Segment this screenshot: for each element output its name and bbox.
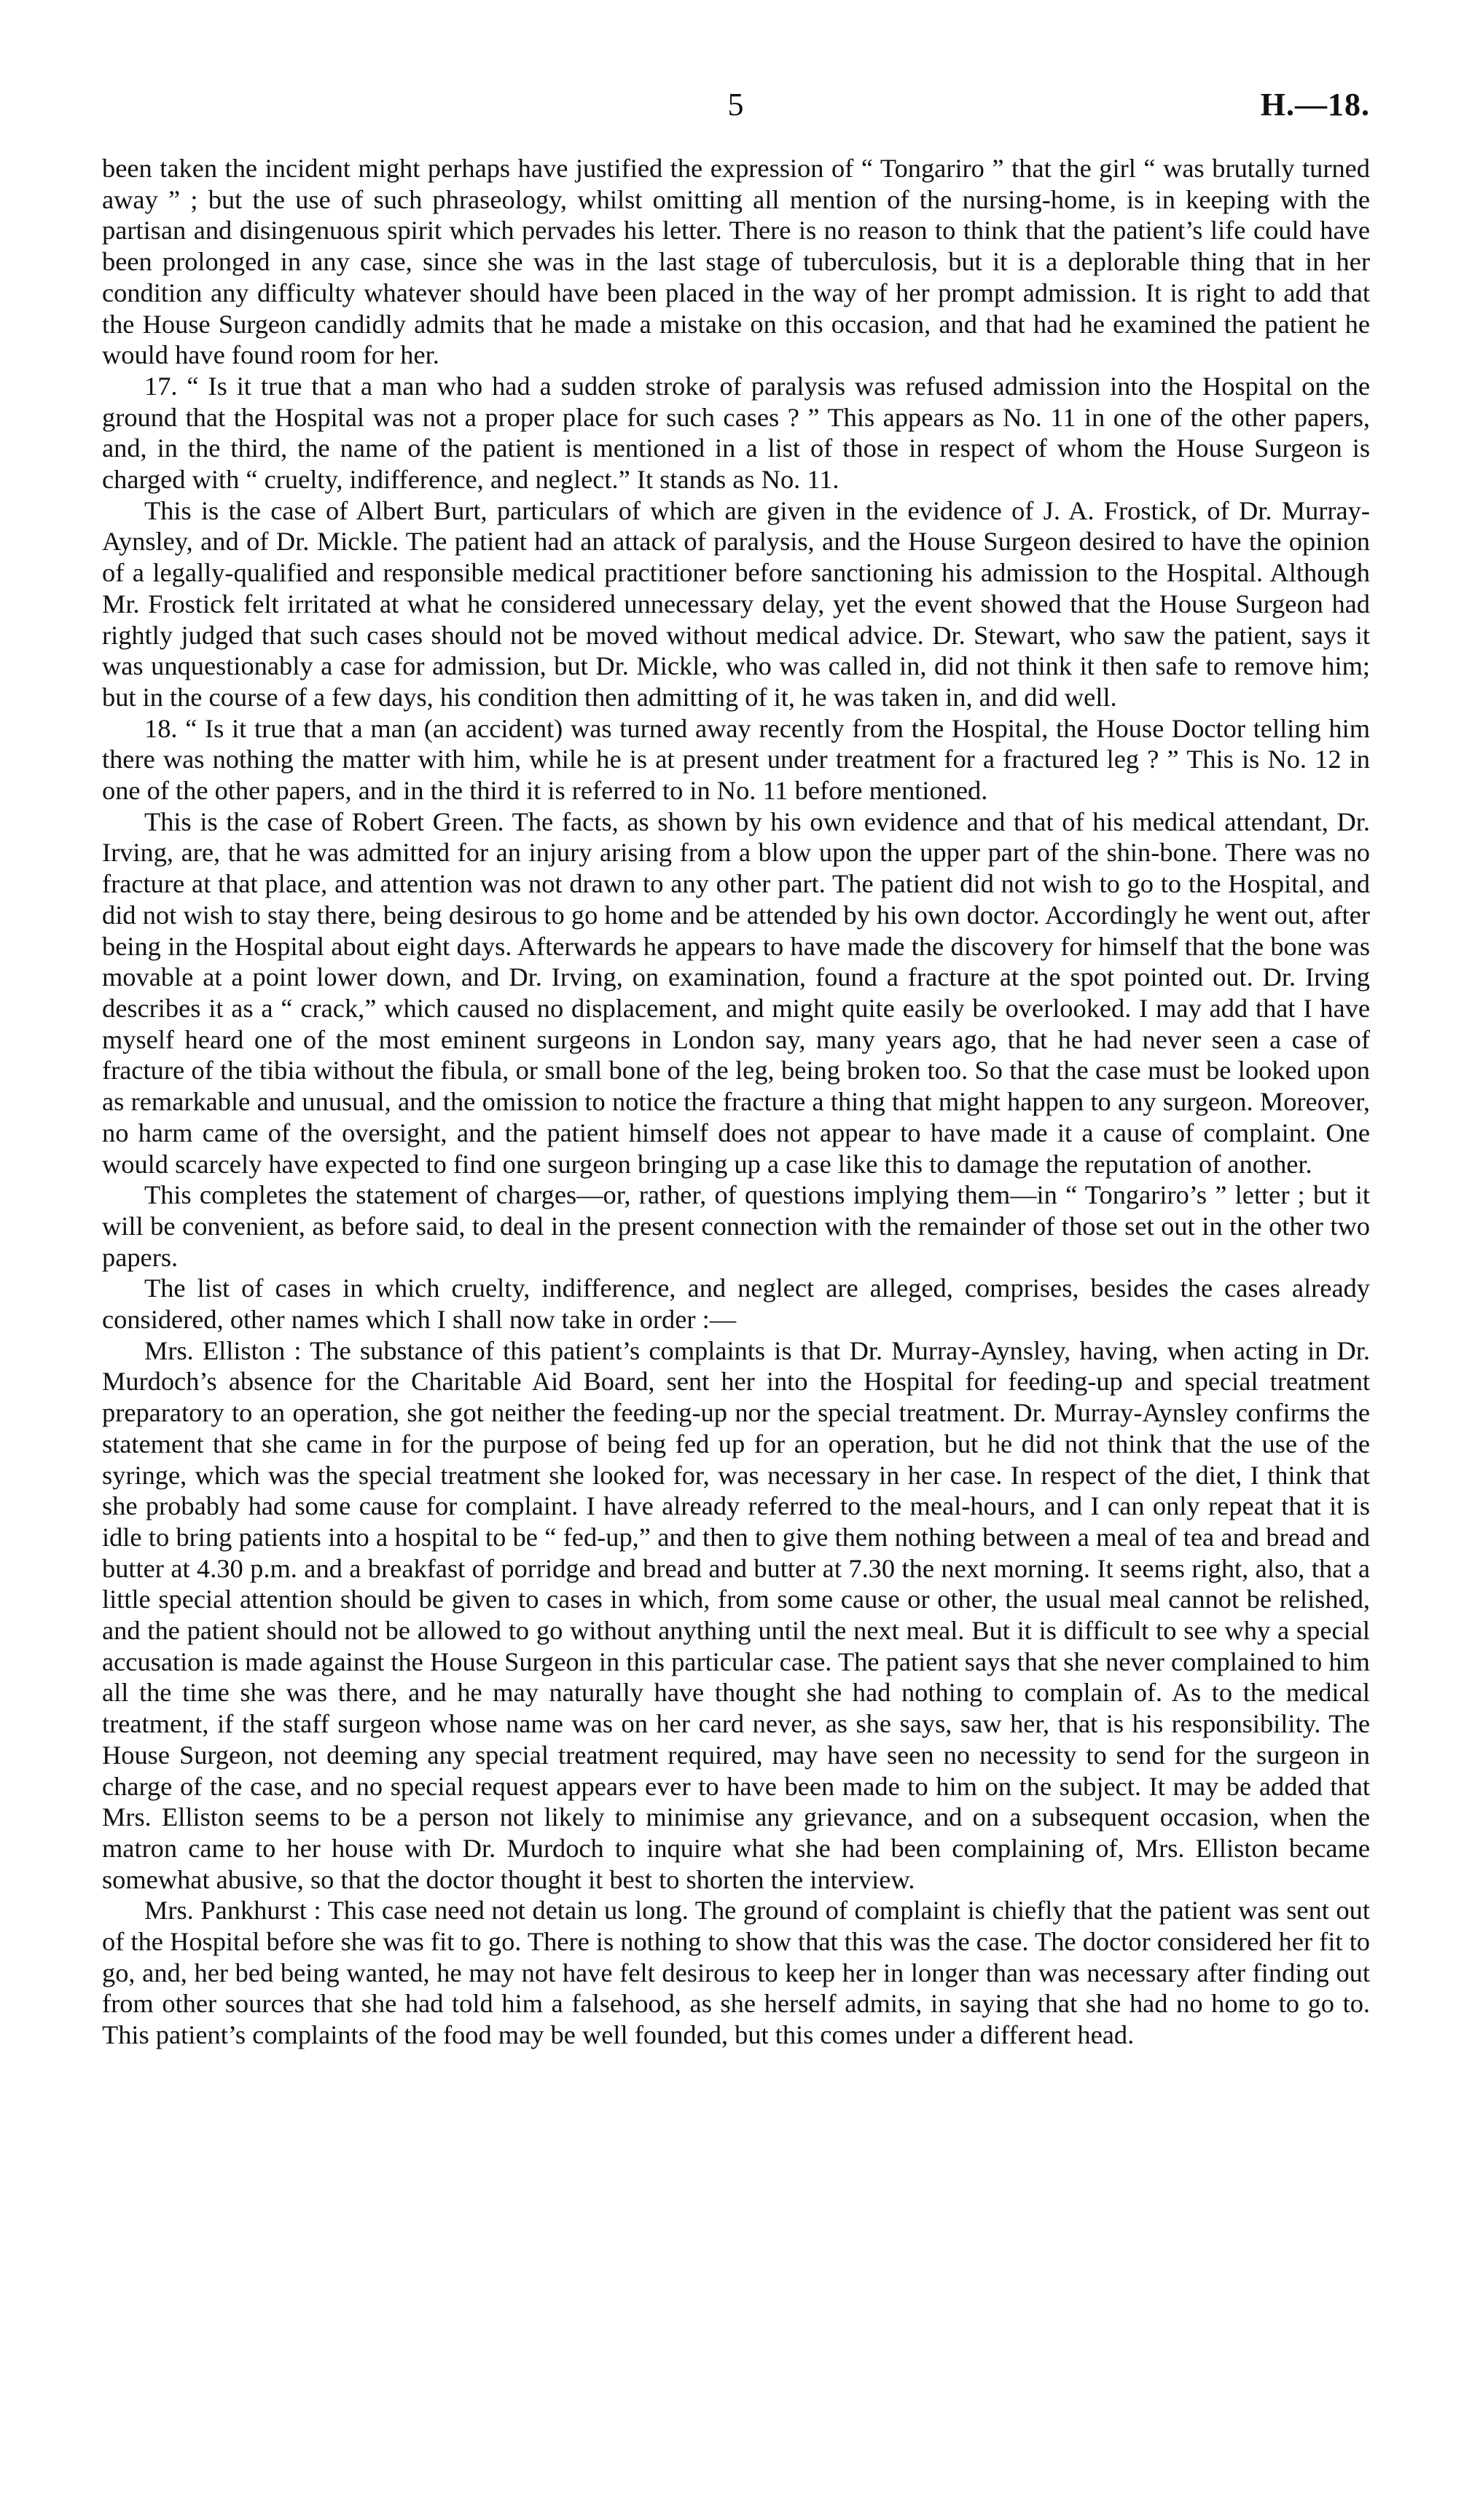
paragraph-question-17: 17. “ Is it true that a man who had a sudden stroke of paralysis was refused admission into the Hospital on the ground that the Hospital was not a proper place for such cases ? ” This appears as No. 11 in one of the other papers, and, in the third, the name of the patient is mentioned in a list of those in respect of whom the House Surgeon is charged with “ cruelty, indifference, and neglect.” It stands as No. 11. <box>102 371 1370 495</box>
paragraph-albert-burt: This is the case of Albert Burt, particulars of which are given in the evidence of J. A. Frostick, of Dr. Murray-Aynsley, and of Dr. Mickle. The patient had an attack of paralysis, and the House Surgeon desired to have the opinion of a legally-qualified and responsible medical practitioner before sanctioning his admission to the Hospital. Although Mr. Frostick felt irritated at what he considered unnecessary delay, yet the event showed that the House Surgeon had rightly judged that such cases should not be moved without medical advice. Dr. Stewart, who saw the patient, says it was unquestionably a case for admission, but Dr. Mickle, who was called in, did not think it then safe to remove him; but in the course of a few days, his condition then admitting of it, he was taken in, and did well. <box>102 495 1370 712</box>
paragraph-list-of-cases: The list of cases in which cruelty, indifference, and neglect are alleged, comprises, besides the cases already considered, other names which I shall now take in order :— <box>102 1273 1370 1335</box>
page-number: 5 <box>727 87 745 122</box>
paragraph-robert-green: This is the case of Robert Green. The facts, as shown by his own evidence and that of his medical attendant, Dr. Irving, are, that he was admitted for an injury arising from a blow upon the upper part of the shin-bone. There was no fracture at that place, and attention was not drawn to any other part. The patient did not wish to go to the Hospital, and did not wish to stay there, being desirous to go home and be attended by his own doctor. Accordingly he went out, after being in the Hospital about eight days. Afterwards he appears to have made the discovery for himself that the bone was movable at a point lower down, and Dr. Irving, on examination, found a fracture at the spot pointed out. Dr. Irving describes it as a “ crack,” which caused no displacement, and might quite easily be overlooked. I may add that I have myself heard one of the most eminent surgeons in London say, many years ago, that he had never seen a case of fracture of the tibia without the fibula, or small bone of the leg, being broken too. So that the case must be looked upon as remarkable and unusual, and the omission to notice the fracture a thing that might happen to any surgeon. Moreover, no harm came of the oversight, and the patient himself does not appear to have made it a cause of complaint. One would scarcely have expected to find one surgeon bringing up a case like this to damage the reputation of another. <box>102 806 1370 1179</box>
paragraph-mrs-elliston: Mrs. Elliston : The substance of this patient’s complaints is that Dr. Murray-Aynsley, having, when acting in Dr. Murdoch’s absence for the Charitable Aid Board, sent her into the Hospital for feeding-up and special treatment preparatory to an operation, she got neither the feeding-up nor the special treatment. Dr. Murray-Aynsley confirms the statement that she came in for the purpose of being fed up for an operation, but he did not think that the use of the syringe, which was the special treatment she looked for, was necessary in her case. In respect of the diet, I think that she probably had some cause for complaint. I have already referred to the meal-hours, and I can only repeat that it is idle to bring patients into a hospital to be “ fed-up,” and then to give them nothing between a meal of tea and bread and butter at 4.30 p.m. and a breakfast of porridge and bread and butter at 7.30 the next morning. It seems right, also, that a little special attention should be given to cases in which, from some cause or other, the usual meal cannot be relished, and the patient should not be allowed to go without anything until the next meal. But it is difficult to see why a special accusation is made against the House Surgeon in this particular case. The patient says that she never complained to him all the time she was there, and he may naturally have thought she had nothing to complain of. As to the medical treatment, if the staff surgeon whose name was on her card never, as she says, saw her, that is his responsibility. The House Surgeon, not deeming any special treatment required, may have seen no necessity to send for the surgeon in charge of the case, and no special request appears ever to have been made to him on the subject. It may be added that Mrs. Elliston seems to be a person not likely to minimise any grievance, and on a subsequent occasion, when the matron came to her house with Dr. Murdoch to inquire what she had been complaining of, Mrs. Elliston became somewhat abusive, so that the doctor thought it best to shorten the interview. <box>102 1335 1370 1894</box>
body-text <box>102 153 1370 2051</box>
paragraph-continuation: been taken the incident might perhaps have justified the expression of “ Tongariro ” that the girl “ was brutally turned away ” ; but the use of such phraseology, whilst omitting all mention of the nursing-home, is in keeping with the partisan and disingenuous spirit which pervades his letter. There is no reason to think that the patient’s life could have been prolonged in any case, since she was in the last stage of tuberculosis, but it is a deplorable thing that in her condition any difficulty whatever should have been placed in the way of her prompt admission. It is right to add that the House Surgeon candidly admits that he made a mistake on this occasion, and that had he examined the patient he would have found room for her. <box>102 154 1370 370</box>
paragraph-charges-complete: This completes the statement of charges—or, rather, of questions implying them—in “ Tongariro’s ” letter ; but it will be convenient, as before said, to deal in the present connection with the remainder of those set out in the other two papers. <box>102 1180 1370 1272</box>
page-header <box>102 86 1370 137</box>
paragraph-mrs-pankhurst: Mrs. Pankhurst : This case need not detain us long. The ground of complaint is chiefly that the patient was sent out of the Hospital before she was fit to go. There is nothing to show that this was the case. The doctor considered her fit to go, and, her bed being wanted, he may not have felt desirous to keep her in longer than was necessary after finding out from other sources that she had told him a falsehood, as she herself admits, in saying that she had no home to go to. This patient’s complaints of the food may be well founded, but this comes under a different head. <box>102 1896 1370 2050</box>
document-reference: H.—18. <box>1260 87 1370 122</box>
paragraph-question-18: 18. “ Is it true that a man (an accident) was turned away recently from the Hospital, the House Doctor telling him there was nothing the matter with him, while he is at present under treatment for a fractured leg ? ” This is No. 12 in one of the other papers, and in the third it is referred to in No. 11 before mentioned. <box>102 713 1370 806</box>
